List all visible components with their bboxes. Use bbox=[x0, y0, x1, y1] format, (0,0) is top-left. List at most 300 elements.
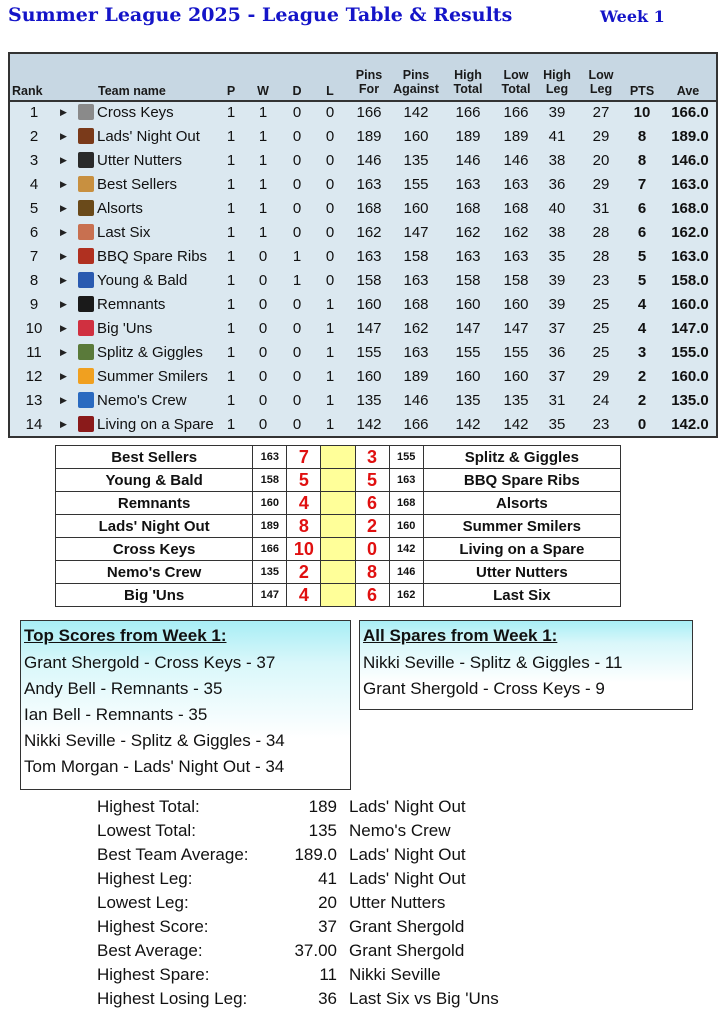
team-logo-icon bbox=[78, 320, 94, 336]
expand-arrow-icon[interactable]: ▶ bbox=[60, 203, 67, 213]
cell-ave: 168.0 bbox=[671, 200, 709, 217]
cell-lt: 166 bbox=[503, 104, 529, 121]
cell-pf: 147 bbox=[356, 320, 382, 337]
stat-holder: Nemo's Crew bbox=[349, 821, 451, 840]
home-pins: 166 bbox=[253, 538, 287, 561]
cell-team: Living on a Spare bbox=[97, 416, 214, 433]
top-scores-heading: Top Scores from Week 1: bbox=[24, 626, 227, 645]
cell-l: 0 bbox=[325, 200, 335, 217]
result-row bbox=[56, 492, 621, 515]
header-ave: Ave bbox=[676, 84, 700, 98]
cell-team: Remnants bbox=[97, 296, 166, 313]
results-table bbox=[55, 445, 621, 607]
cell-pa: 158 bbox=[403, 248, 429, 265]
league-row bbox=[10, 101, 716, 125]
expand-arrow-icon[interactable]: ▶ bbox=[60, 251, 67, 261]
cell-team: Cross Keys bbox=[97, 104, 174, 121]
cell-hl: 38 bbox=[548, 224, 566, 241]
cell-pa: 142 bbox=[403, 104, 429, 121]
cell-lt: 160 bbox=[503, 368, 529, 385]
result-divider bbox=[321, 446, 355, 469]
result-divider bbox=[321, 584, 355, 607]
spare-line: Grant Shergold - Cross Keys - 9 bbox=[363, 679, 605, 698]
cell-p: 1 bbox=[226, 416, 236, 433]
cell-pa: 162 bbox=[403, 320, 429, 337]
cell-rank: 7 bbox=[29, 248, 39, 265]
stat-label: Highest Leg: bbox=[97, 869, 193, 888]
cell-l: 1 bbox=[325, 416, 335, 433]
cell-pts: 6 bbox=[637, 224, 647, 241]
cell-pf: 163 bbox=[356, 248, 382, 265]
cell-l: 0 bbox=[325, 248, 335, 265]
cell-l: 1 bbox=[325, 344, 335, 361]
expand-arrow-icon[interactable]: ▶ bbox=[60, 155, 67, 165]
cell-pf: 189 bbox=[356, 128, 382, 145]
spare-line: Nikki Seville - Splitz & Giggles - 11 bbox=[363, 653, 623, 672]
cell-d: 0 bbox=[292, 200, 302, 217]
away-pins: 160 bbox=[389, 515, 423, 538]
cell-pts: 5 bbox=[637, 272, 647, 289]
cell-ave: 189.0 bbox=[671, 128, 709, 145]
top-score-line: Grant Shergold - Cross Keys - 37 bbox=[24, 653, 276, 672]
cell-pf: 158 bbox=[356, 272, 382, 289]
away-team: Utter Nutters bbox=[423, 561, 620, 584]
header-d: D bbox=[292, 84, 302, 98]
cell-d: 0 bbox=[292, 152, 302, 169]
cell-rank: 13 bbox=[25, 392, 43, 409]
stat-label: Highest Total: bbox=[97, 797, 200, 816]
stat-holder: Lads' Night Out bbox=[349, 797, 466, 816]
cell-rank: 5 bbox=[29, 200, 39, 217]
league-row bbox=[10, 269, 716, 293]
expand-arrow-icon[interactable]: ▶ bbox=[60, 395, 67, 405]
cell-w: 0 bbox=[258, 272, 268, 289]
team-logo-icon bbox=[78, 128, 94, 144]
header-low-leg: Low Leg bbox=[588, 68, 614, 96]
cell-rank: 10 bbox=[25, 320, 43, 337]
cell-w: 1 bbox=[258, 104, 268, 121]
cell-pf: 142 bbox=[356, 416, 382, 433]
team-logo-icon bbox=[78, 224, 94, 240]
cell-pa: 166 bbox=[403, 416, 429, 433]
all-spares-heading: All Spares from Week 1: bbox=[363, 626, 558, 645]
home-team: Remnants bbox=[56, 492, 253, 515]
home-team: Best Sellers bbox=[56, 446, 253, 469]
cell-d: 0 bbox=[292, 320, 302, 337]
stat-value: 189.0 bbox=[294, 845, 337, 864]
cell-team: Lads' Night Out bbox=[97, 128, 200, 145]
cell-w: 1 bbox=[258, 128, 268, 145]
cell-ave: 160.0 bbox=[671, 296, 709, 313]
cell-ave: 166.0 bbox=[671, 104, 709, 121]
cell-ll: 28 bbox=[592, 248, 610, 265]
stat-label: Lowest Leg: bbox=[97, 893, 189, 912]
cell-l: 0 bbox=[325, 152, 335, 169]
team-logo-icon bbox=[78, 392, 94, 408]
expand-arrow-icon[interactable]: ▶ bbox=[60, 131, 67, 141]
cell-d: 0 bbox=[292, 176, 302, 193]
cell-w: 0 bbox=[258, 392, 268, 409]
cell-p: 1 bbox=[226, 200, 236, 217]
team-logo-icon bbox=[78, 272, 94, 288]
team-logo-icon bbox=[78, 176, 94, 192]
cell-ht: 158 bbox=[455, 272, 481, 289]
header-high-total: High Total bbox=[453, 68, 483, 96]
cell-pf: 160 bbox=[356, 296, 382, 313]
cell-ll: 28 bbox=[592, 224, 610, 241]
cell-ll: 23 bbox=[592, 416, 610, 433]
cell-team: Alsorts bbox=[97, 200, 143, 217]
away-pins: 162 bbox=[389, 584, 423, 607]
league-row bbox=[10, 125, 716, 149]
cell-w: 0 bbox=[258, 296, 268, 313]
cell-hl: 35 bbox=[548, 248, 566, 265]
stat-value: 135 bbox=[308, 821, 337, 840]
cell-p: 1 bbox=[226, 248, 236, 265]
cell-pts: 5 bbox=[637, 248, 647, 265]
cell-p: 1 bbox=[226, 176, 236, 193]
away-pins: 142 bbox=[389, 538, 423, 561]
cell-p: 1 bbox=[226, 392, 236, 409]
cell-ave: 163.0 bbox=[671, 248, 709, 265]
cell-ll: 27 bbox=[592, 104, 610, 121]
result-divider bbox=[321, 561, 355, 584]
cell-hl: 39 bbox=[548, 272, 566, 289]
cell-lt: 155 bbox=[503, 344, 529, 361]
cell-pts: 2 bbox=[637, 368, 647, 385]
home-pins: 135 bbox=[253, 561, 287, 584]
expand-arrow-icon[interactable]: ▶ bbox=[60, 347, 67, 357]
result-divider bbox=[321, 515, 355, 538]
all-spares-box bbox=[359, 620, 693, 710]
cell-d: 0 bbox=[292, 128, 302, 145]
cell-ht: 160 bbox=[455, 296, 481, 313]
header-high-leg: High Leg bbox=[543, 68, 571, 96]
cell-team: Summer Smilers bbox=[97, 368, 208, 385]
home-score: 4 bbox=[287, 492, 321, 515]
home-pins: 160 bbox=[253, 492, 287, 515]
team-logo-icon bbox=[78, 368, 94, 384]
cell-hl: 41 bbox=[548, 128, 566, 145]
cell-pa: 163 bbox=[403, 344, 429, 361]
cell-rank: 8 bbox=[29, 272, 39, 289]
cell-lt: 158 bbox=[503, 272, 529, 289]
top-score-line: Ian Bell - Remnants - 35 bbox=[24, 705, 208, 724]
cell-pf: 146 bbox=[356, 152, 382, 169]
cell-pf: 160 bbox=[356, 368, 382, 385]
cell-ave: 146.0 bbox=[671, 152, 709, 169]
cell-w: 1 bbox=[258, 224, 268, 241]
cell-l: 1 bbox=[325, 368, 335, 385]
home-score: 10 bbox=[287, 538, 321, 561]
cell-pa: 160 bbox=[403, 200, 429, 217]
away-pins: 168 bbox=[389, 492, 423, 515]
cell-l: 0 bbox=[325, 272, 335, 289]
stat-holder: Nikki Seville bbox=[349, 965, 441, 984]
cell-p: 1 bbox=[226, 272, 236, 289]
header-rank: Rank bbox=[12, 84, 43, 98]
cell-rank: 3 bbox=[29, 152, 39, 169]
stat-value: 189 bbox=[308, 797, 337, 816]
cell-pa: 168 bbox=[403, 296, 429, 313]
home-team: Young & Bald bbox=[56, 469, 253, 492]
away-team: Summer Smilers bbox=[423, 515, 620, 538]
cell-pts: 7 bbox=[637, 176, 647, 193]
cell-w: 0 bbox=[258, 320, 268, 337]
league-table-header bbox=[10, 54, 716, 102]
cell-d: 0 bbox=[292, 224, 302, 241]
result-row bbox=[56, 538, 621, 561]
cell-pf: 162 bbox=[356, 224, 382, 241]
cell-l: 1 bbox=[325, 392, 335, 409]
away-score: 6 bbox=[355, 584, 389, 607]
expand-arrow-icon[interactable]: ▶ bbox=[60, 323, 67, 333]
team-logo-icon bbox=[78, 152, 94, 168]
cell-ll: 29 bbox=[592, 176, 610, 193]
expand-arrow-icon[interactable]: ▶ bbox=[60, 419, 67, 429]
cell-hl: 31 bbox=[548, 392, 566, 409]
cell-ll: 29 bbox=[592, 128, 610, 145]
home-score: 5 bbox=[287, 469, 321, 492]
league-row bbox=[10, 173, 716, 197]
cell-pts: 8 bbox=[637, 152, 647, 169]
away-score: 8 bbox=[355, 561, 389, 584]
home-team: Big 'Uns bbox=[56, 584, 253, 607]
stat-value: 11 bbox=[319, 965, 337, 984]
stat-holder: Grant Shergold bbox=[349, 941, 465, 960]
cell-ave: 142.0 bbox=[671, 416, 709, 433]
cell-ht: 166 bbox=[455, 104, 481, 121]
cell-w: 1 bbox=[258, 176, 268, 193]
cell-p: 1 bbox=[226, 368, 236, 385]
cell-hl: 39 bbox=[548, 104, 566, 121]
cell-lt: 168 bbox=[503, 200, 529, 217]
stat-value: 37 bbox=[318, 917, 337, 936]
cell-ave: 163.0 bbox=[671, 176, 709, 193]
away-pins: 146 bbox=[389, 561, 423, 584]
cell-l: 0 bbox=[325, 104, 335, 121]
stat-holder: Lads' Night Out bbox=[349, 869, 466, 888]
expand-arrow-icon[interactable]: ▶ bbox=[60, 275, 67, 285]
league-row bbox=[10, 341, 716, 365]
home-team: Nemo's Crew bbox=[56, 561, 253, 584]
stat-holder: Grant Shergold bbox=[349, 917, 465, 936]
cell-d: 0 bbox=[292, 344, 302, 361]
cell-d: 1 bbox=[292, 272, 302, 289]
cell-team: Splitz & Giggles bbox=[97, 344, 203, 361]
team-logo-icon bbox=[78, 296, 94, 312]
away-team: Alsorts bbox=[423, 492, 620, 515]
cell-d: 0 bbox=[292, 416, 302, 433]
header-p: P bbox=[226, 84, 236, 98]
cell-team: Utter Nutters bbox=[97, 152, 183, 169]
league-row bbox=[10, 149, 716, 173]
cell-team: Young & Bald bbox=[97, 272, 188, 289]
expand-arrow-icon[interactable]: ▶ bbox=[60, 179, 67, 189]
expand-arrow-icon[interactable]: ▶ bbox=[60, 299, 67, 309]
cell-p: 1 bbox=[226, 128, 236, 145]
cell-rank: 14 bbox=[25, 416, 43, 433]
cell-pts: 4 bbox=[637, 296, 647, 313]
team-logo-icon bbox=[78, 200, 94, 216]
league-row bbox=[10, 413, 716, 437]
cell-ht: 160 bbox=[455, 368, 481, 385]
team-logo-icon bbox=[78, 416, 94, 432]
header-w: W bbox=[257, 84, 269, 98]
away-pins: 163 bbox=[389, 469, 423, 492]
cell-ht: 155 bbox=[455, 344, 481, 361]
cell-ll: 25 bbox=[592, 296, 610, 313]
cell-ht: 135 bbox=[455, 392, 481, 409]
cell-ht: 168 bbox=[455, 200, 481, 217]
league-row bbox=[10, 197, 716, 221]
cell-lt: 189 bbox=[503, 128, 529, 145]
home-team: Cross Keys bbox=[56, 538, 253, 561]
team-logo-icon bbox=[78, 104, 94, 120]
cell-w: 0 bbox=[258, 416, 268, 433]
cell-w: 0 bbox=[258, 344, 268, 361]
home-score: 8 bbox=[287, 515, 321, 538]
cell-pa: 189 bbox=[403, 368, 429, 385]
cell-hl: 35 bbox=[548, 416, 566, 433]
stat-label: Highest Losing Leg: bbox=[97, 989, 248, 1008]
cell-ave: 135.0 bbox=[671, 392, 709, 409]
cell-ht: 163 bbox=[455, 248, 481, 265]
cell-l: 0 bbox=[325, 224, 335, 241]
cell-pa: 155 bbox=[403, 176, 429, 193]
header-team: Team name bbox=[98, 84, 166, 98]
cell-w: 0 bbox=[258, 248, 268, 265]
header-l: L bbox=[326, 84, 334, 98]
cell-pts: 2 bbox=[637, 392, 647, 409]
result-row bbox=[56, 561, 621, 584]
home-pins: 158 bbox=[253, 469, 287, 492]
cell-pts: 6 bbox=[637, 200, 647, 217]
league-row bbox=[10, 317, 716, 341]
home-pins: 189 bbox=[253, 515, 287, 538]
stat-label: Best Team Average: bbox=[97, 845, 249, 864]
cell-pf: 166 bbox=[356, 104, 382, 121]
cell-ave: 160.0 bbox=[671, 368, 709, 385]
cell-p: 1 bbox=[226, 296, 236, 313]
cell-pa: 147 bbox=[403, 224, 429, 241]
expand-arrow-icon[interactable]: ▶ bbox=[60, 107, 67, 117]
cell-ht: 163 bbox=[455, 176, 481, 193]
cell-rank: 2 bbox=[29, 128, 39, 145]
cell-ht: 189 bbox=[455, 128, 481, 145]
cell-lt: 160 bbox=[503, 296, 529, 313]
cell-ht: 142 bbox=[455, 416, 481, 433]
away-score: 6 bbox=[355, 492, 389, 515]
stat-value: 41 bbox=[318, 869, 337, 888]
cell-ave: 162.0 bbox=[671, 224, 709, 241]
top-score-line: Nikki Seville - Splitz & Giggles - 34 bbox=[24, 731, 285, 750]
cell-lt: 163 bbox=[503, 248, 529, 265]
cell-ll: 25 bbox=[592, 344, 610, 361]
cell-rank: 4 bbox=[29, 176, 39, 193]
cell-hl: 37 bbox=[548, 368, 566, 385]
cell-ll: 23 bbox=[592, 272, 610, 289]
top-scores-box bbox=[20, 620, 351, 790]
header-pts: PTS bbox=[629, 84, 655, 98]
away-score: 3 bbox=[355, 446, 389, 469]
cell-hl: 36 bbox=[548, 176, 566, 193]
cell-p: 1 bbox=[226, 344, 236, 361]
cell-ll: 24 bbox=[592, 392, 610, 409]
league-row bbox=[10, 293, 716, 317]
stat-label: Highest Score: bbox=[97, 917, 209, 936]
cell-p: 1 bbox=[226, 320, 236, 337]
cell-rank: 1 bbox=[29, 104, 39, 121]
expand-arrow-icon[interactable]: ▶ bbox=[60, 227, 67, 237]
cell-pf: 163 bbox=[356, 176, 382, 193]
team-logo-icon bbox=[78, 248, 94, 264]
result-divider bbox=[321, 538, 355, 561]
cell-ll: 29 bbox=[592, 368, 610, 385]
cell-ht: 147 bbox=[455, 320, 481, 337]
stat-label: Lowest Total: bbox=[97, 821, 196, 840]
cell-lt: 163 bbox=[503, 176, 529, 193]
stat-holder: Last Six vs Big 'Uns bbox=[349, 989, 499, 1008]
cell-w: 0 bbox=[258, 368, 268, 385]
result-row bbox=[56, 584, 621, 607]
cell-lt: 147 bbox=[503, 320, 529, 337]
cell-rank: 12 bbox=[25, 368, 43, 385]
home-score: 2 bbox=[287, 561, 321, 584]
cell-lt: 142 bbox=[503, 416, 529, 433]
week-label: Week 1 bbox=[600, 7, 665, 26]
cell-ll: 31 bbox=[592, 200, 610, 217]
cell-p: 1 bbox=[226, 104, 236, 121]
away-team: Last Six bbox=[423, 584, 620, 607]
home-pins: 163 bbox=[253, 446, 287, 469]
result-row bbox=[56, 469, 621, 492]
header-pins-against: Pins Against bbox=[393, 68, 439, 96]
cell-pa: 160 bbox=[403, 128, 429, 145]
home-pins: 147 bbox=[253, 584, 287, 607]
cell-d: 0 bbox=[292, 296, 302, 313]
result-row bbox=[56, 446, 621, 469]
header-pins-for: Pins For bbox=[355, 68, 383, 96]
stat-value: 36 bbox=[318, 989, 337, 1008]
cell-l: 0 bbox=[325, 128, 335, 145]
stat-label: Highest Spare: bbox=[97, 965, 210, 984]
away-team: Splitz & Giggles bbox=[423, 446, 620, 469]
home-score: 4 bbox=[287, 584, 321, 607]
cell-team: Big 'Uns bbox=[97, 320, 153, 337]
cell-pf: 135 bbox=[356, 392, 382, 409]
cell-pts: 10 bbox=[633, 104, 651, 121]
stat-holder: Utter Nutters bbox=[349, 893, 446, 912]
cell-ave: 155.0 bbox=[671, 344, 709, 361]
cell-w: 1 bbox=[258, 152, 268, 169]
cell-ht: 162 bbox=[455, 224, 481, 241]
cell-lt: 146 bbox=[503, 152, 529, 169]
league-row bbox=[10, 245, 716, 269]
result-row bbox=[56, 515, 621, 538]
cell-rank: 6 bbox=[29, 224, 39, 241]
home-score: 7 bbox=[287, 446, 321, 469]
away-score: 2 bbox=[355, 515, 389, 538]
expand-arrow-icon[interactable]: ▶ bbox=[60, 371, 67, 381]
cell-d: 0 bbox=[292, 368, 302, 385]
cell-ht: 146 bbox=[455, 152, 481, 169]
league-table bbox=[8, 52, 718, 438]
away-score: 0 bbox=[355, 538, 389, 561]
cell-l: 1 bbox=[325, 296, 335, 313]
stat-value: 37.00 bbox=[294, 941, 337, 960]
stat-label: Best Average: bbox=[97, 941, 203, 960]
